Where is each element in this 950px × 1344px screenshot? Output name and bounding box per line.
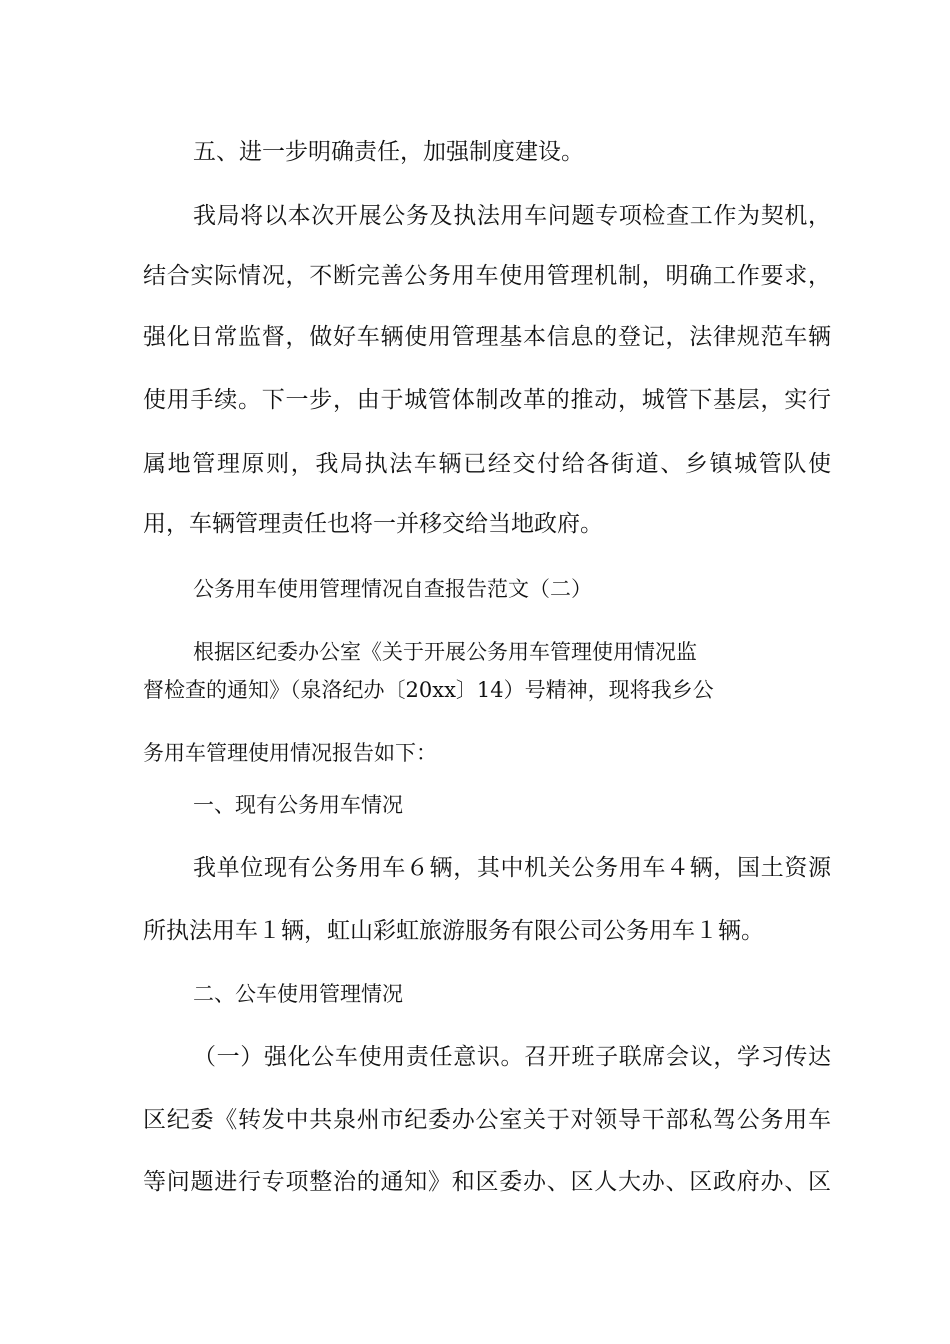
section-heading-1: 一、现有公务用车情况 [193, 793, 403, 817]
paragraph-line: 强化日常监督，做好车辆使用管理基本信息的登记，法律规范车辆 [143, 324, 831, 350]
section-heading-5: 五、进一步明确责任，加强制度建设。 [193, 139, 584, 165]
paragraph-line: 用，车辆管理责任也将一并移交给当地政府。 [143, 511, 603, 537]
paragraph-line: 督检查的通知》（泉洛纪办〔20xx〕14）号精神，现将我乡公 [143, 678, 714, 702]
section-heading-2: 二、公车使用管理情况 [193, 982, 403, 1006]
paragraph-line: 等问题进行专项整治的通知》和区委办、区人大办、区政府办、区 [143, 1169, 831, 1195]
paragraph-line: 使用手续。下一步，由于城管体制改革的推动，城管下基层，实行 [143, 387, 831, 413]
paragraph-line: 务用车管理使用情况报告如下： [143, 741, 437, 765]
paragraph-line: 所执法用车１辆，虹山彩虹旅游服务有限公司公务用车１辆。 [143, 918, 764, 944]
paragraph-line: 区纪委《转发中共泉州市纪委办公室关于对领导干部私驾公务用车 [143, 1107, 831, 1133]
paragraph-line: 结合实际情况，不断完善公务用车使用管理机制，明确工作要求， [143, 263, 831, 289]
paragraph-line: （一）强化公车使用责任意识。召开班子联席会议，学习传达 [193, 1044, 831, 1070]
paragraph-line: 我局将以本次开展公务及执法用车问题专项检查工作为契机， [193, 203, 831, 229]
paragraph-line: 根据区纪委办公室《关于开展公务用车管理使用情况监 [193, 640, 697, 664]
paragraph-line: 属地管理原则，我局执法车辆已经交付给各街道、乡镇城管队使 [143, 451, 831, 477]
paragraph-line: 我单位现有公务用车６辆，其中机关公务用车４辆，国土资源 [193, 855, 831, 881]
report-title: 公务用车使用管理情况自查报告范文（二） [193, 577, 592, 601]
